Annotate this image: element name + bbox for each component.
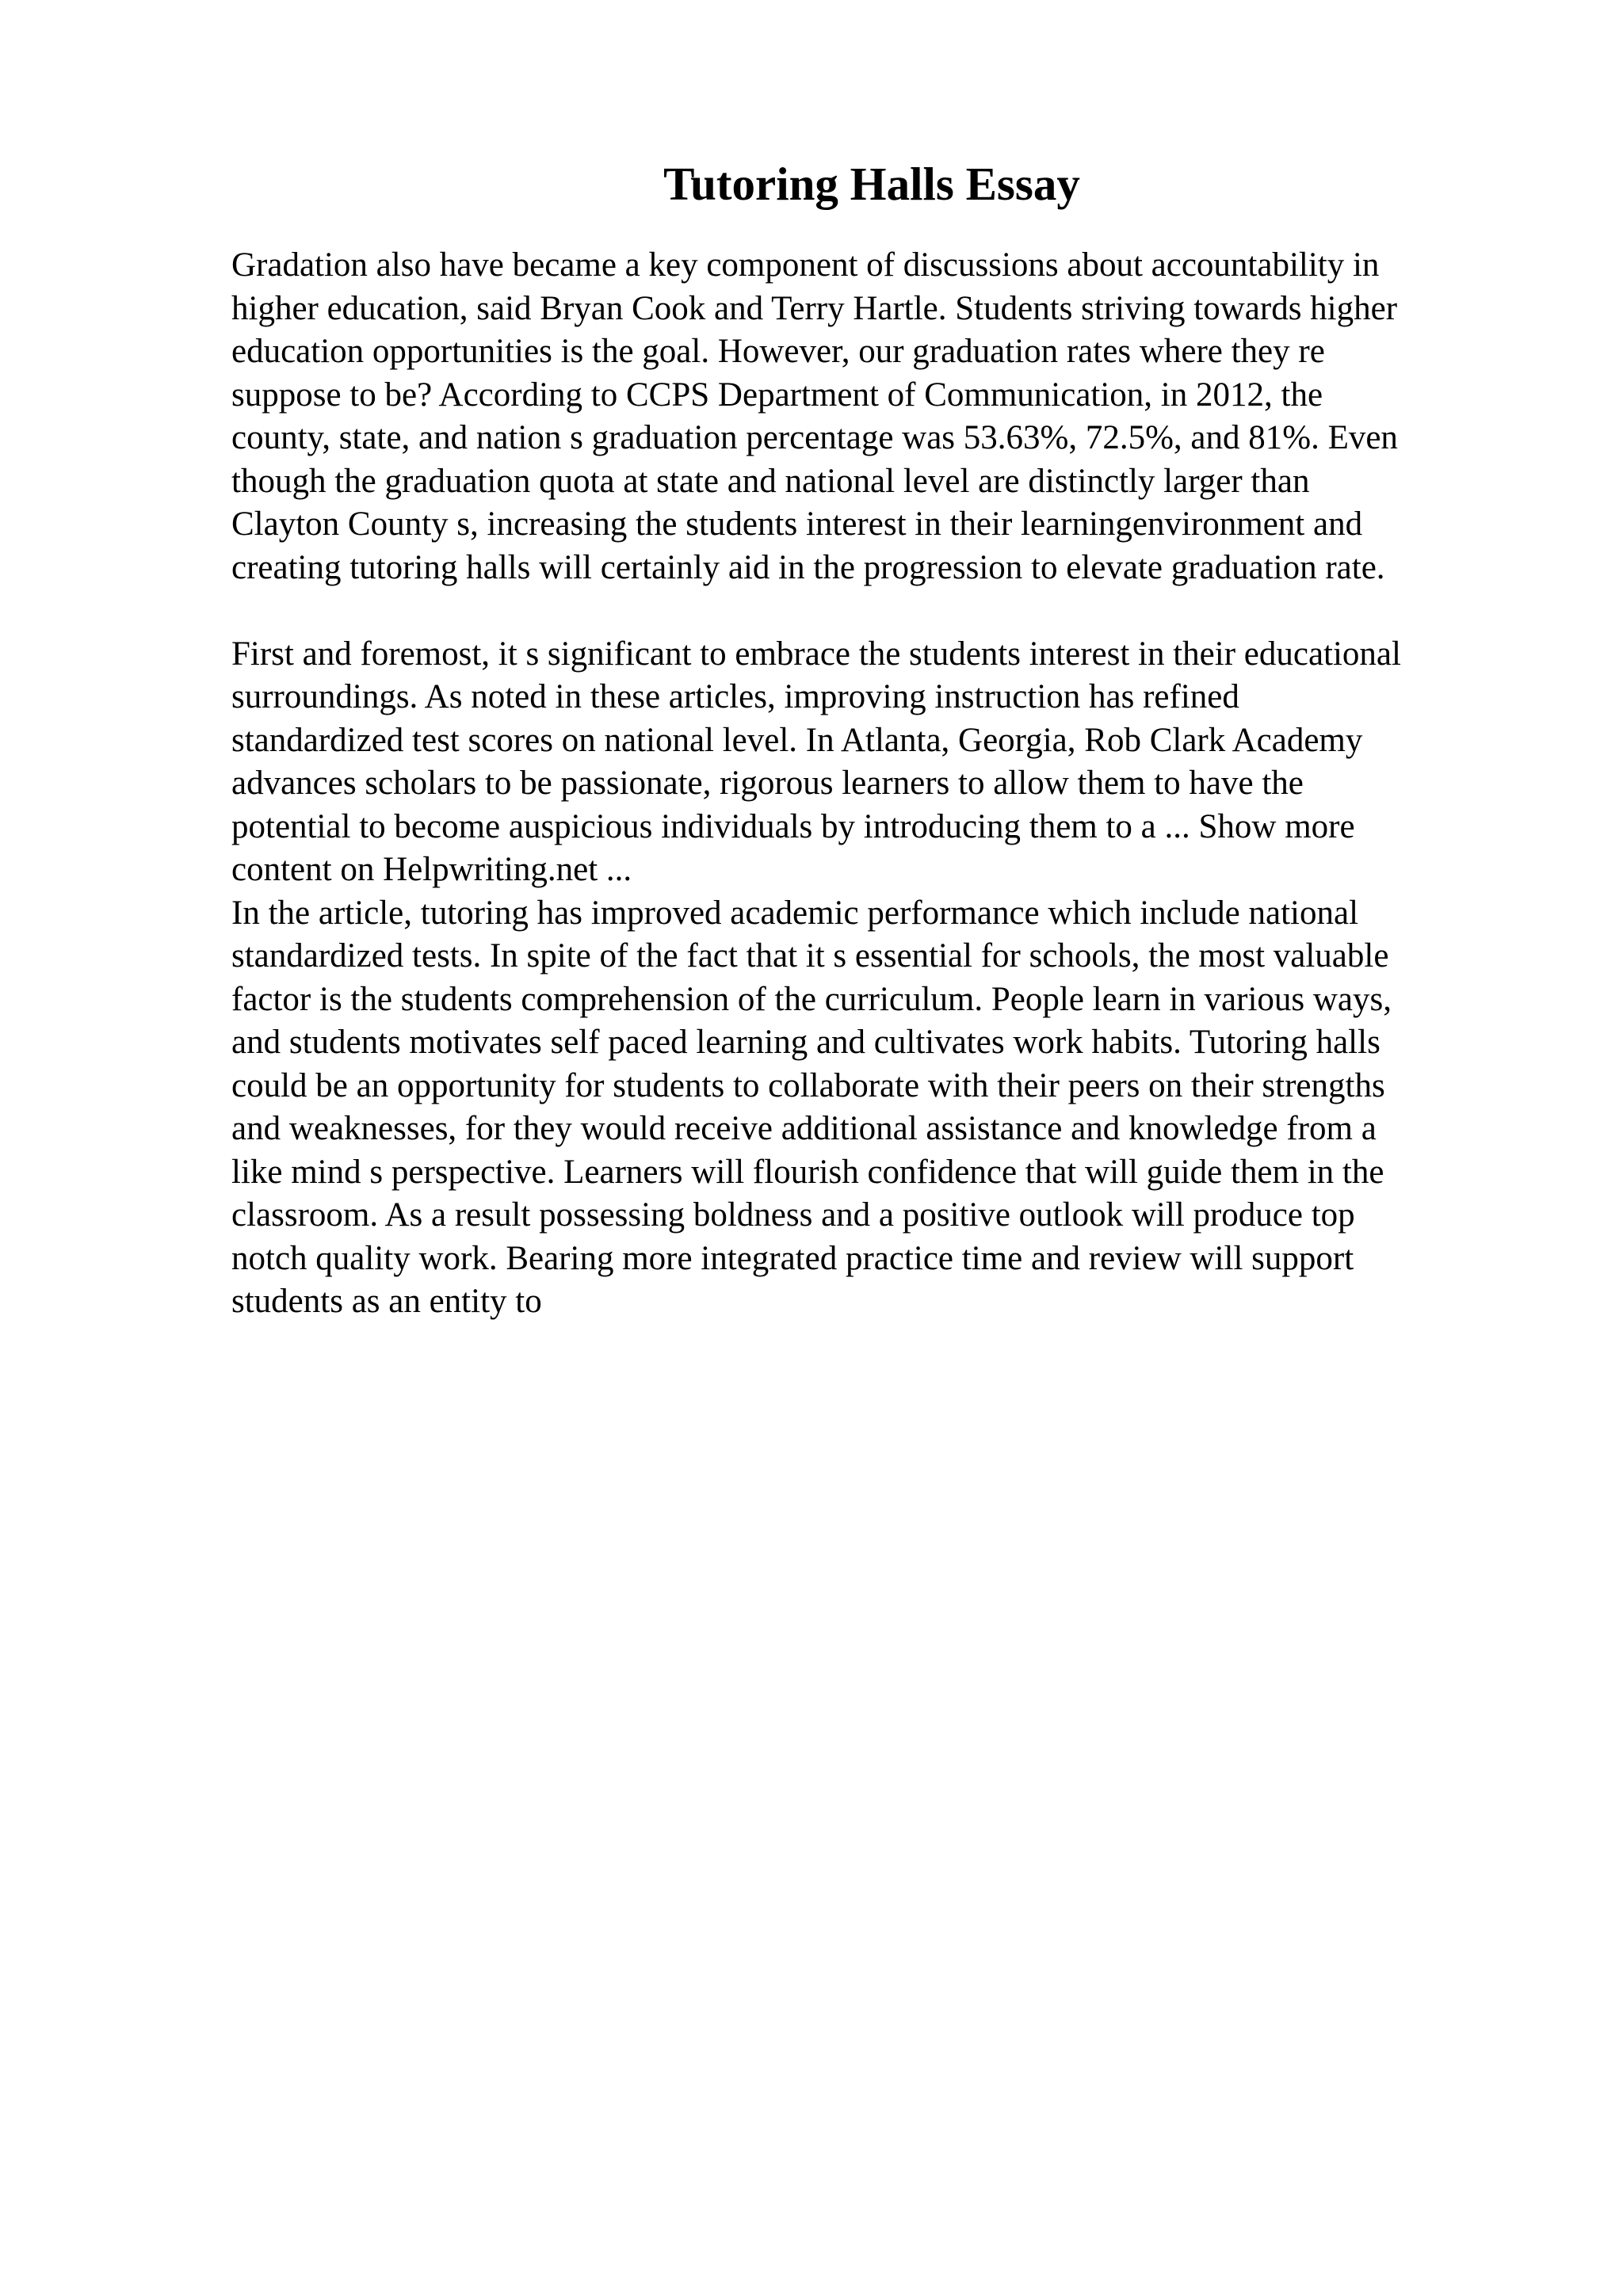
text-line: factor is the students comprehension of the curriculum. People learn in various ways,	[231, 980, 1392, 1018]
text-line: education opportunities is the goal. However, our graduation rates where they re	[231, 333, 1325, 370]
text-line: In the article, tutoring has improved academic performance which include national	[231, 894, 1359, 932]
paragraph-1	[231, 244, 1594, 589]
paragraph-spacer	[231, 589, 1594, 633]
text-line: creating tutoring halls will certainly aid in the progression to elevate graduation rate.	[231, 548, 1385, 586]
text-line: suppose to be? According to CCPS Department of Communication, in 2012, the	[231, 376, 1323, 414]
text-line: potential to become auspicious individuals by introducing them to a ... Show more	[231, 807, 1355, 845]
text-line: notch quality work. Bearing more integrated practice time and review will support	[231, 1239, 1354, 1277]
essay-body	[231, 244, 1594, 1324]
paragraph-3	[231, 892, 1594, 1324]
text-line: higher education, said Bryan Cook and Terry Hartle. Students striving towards higher	[231, 289, 1398, 327]
page-title: Tutoring Halls Essay	[663, 158, 1080, 210]
text-line: and weaknesses, for they would receive additional assistance and knowledge from a	[231, 1110, 1377, 1147]
text-line: First and foremost, it s significant to embrace the students interest in their educational	[231, 635, 1401, 673]
text-line: classroom. As a result possessing boldness and a positive outlook will produce top	[231, 1196, 1355, 1234]
text-line: Gradation also have became a key component of discussions about accountability in	[231, 246, 1380, 284]
text-line: surroundings. As noted in these articles, improving instruction has refined	[231, 678, 1239, 715]
text-line: content on Helpwriting.net ...	[231, 851, 632, 888]
text-line: county, state, and nation s graduation percentage was 53.63%, 72.5%, and 81%. Even	[231, 419, 1398, 456]
text-line: could be an opportunity for students to collaborate with their peers on their strengths	[231, 1066, 1385, 1104]
text-line: students as an entity to	[231, 1283, 542, 1320]
text-line: and students motivates self paced learning and cultivates work habits. Tutoring halls	[231, 1024, 1381, 1061]
text-line: though the graduation quota at state and national level are distinctly larger than	[231, 462, 1310, 500]
paragraph-2	[231, 633, 1594, 892]
text-line: advances scholars to be passionate, rigorous learners to allow them to have the	[231, 765, 1304, 802]
text-line: standardized tests. In spite of the fact that it s essential for schools, the most valuable	[231, 937, 1389, 974]
text-line: standardized test scores on national level. In Atlanta, Georgia, Rob Clark Academy	[231, 721, 1363, 759]
text-line: like mind s perspective. Learners will flourish confidence that will guide them in the	[231, 1153, 1384, 1191]
text-line: Clayton County s, increasing the students interest in their learningenvironment and	[231, 505, 1363, 543]
